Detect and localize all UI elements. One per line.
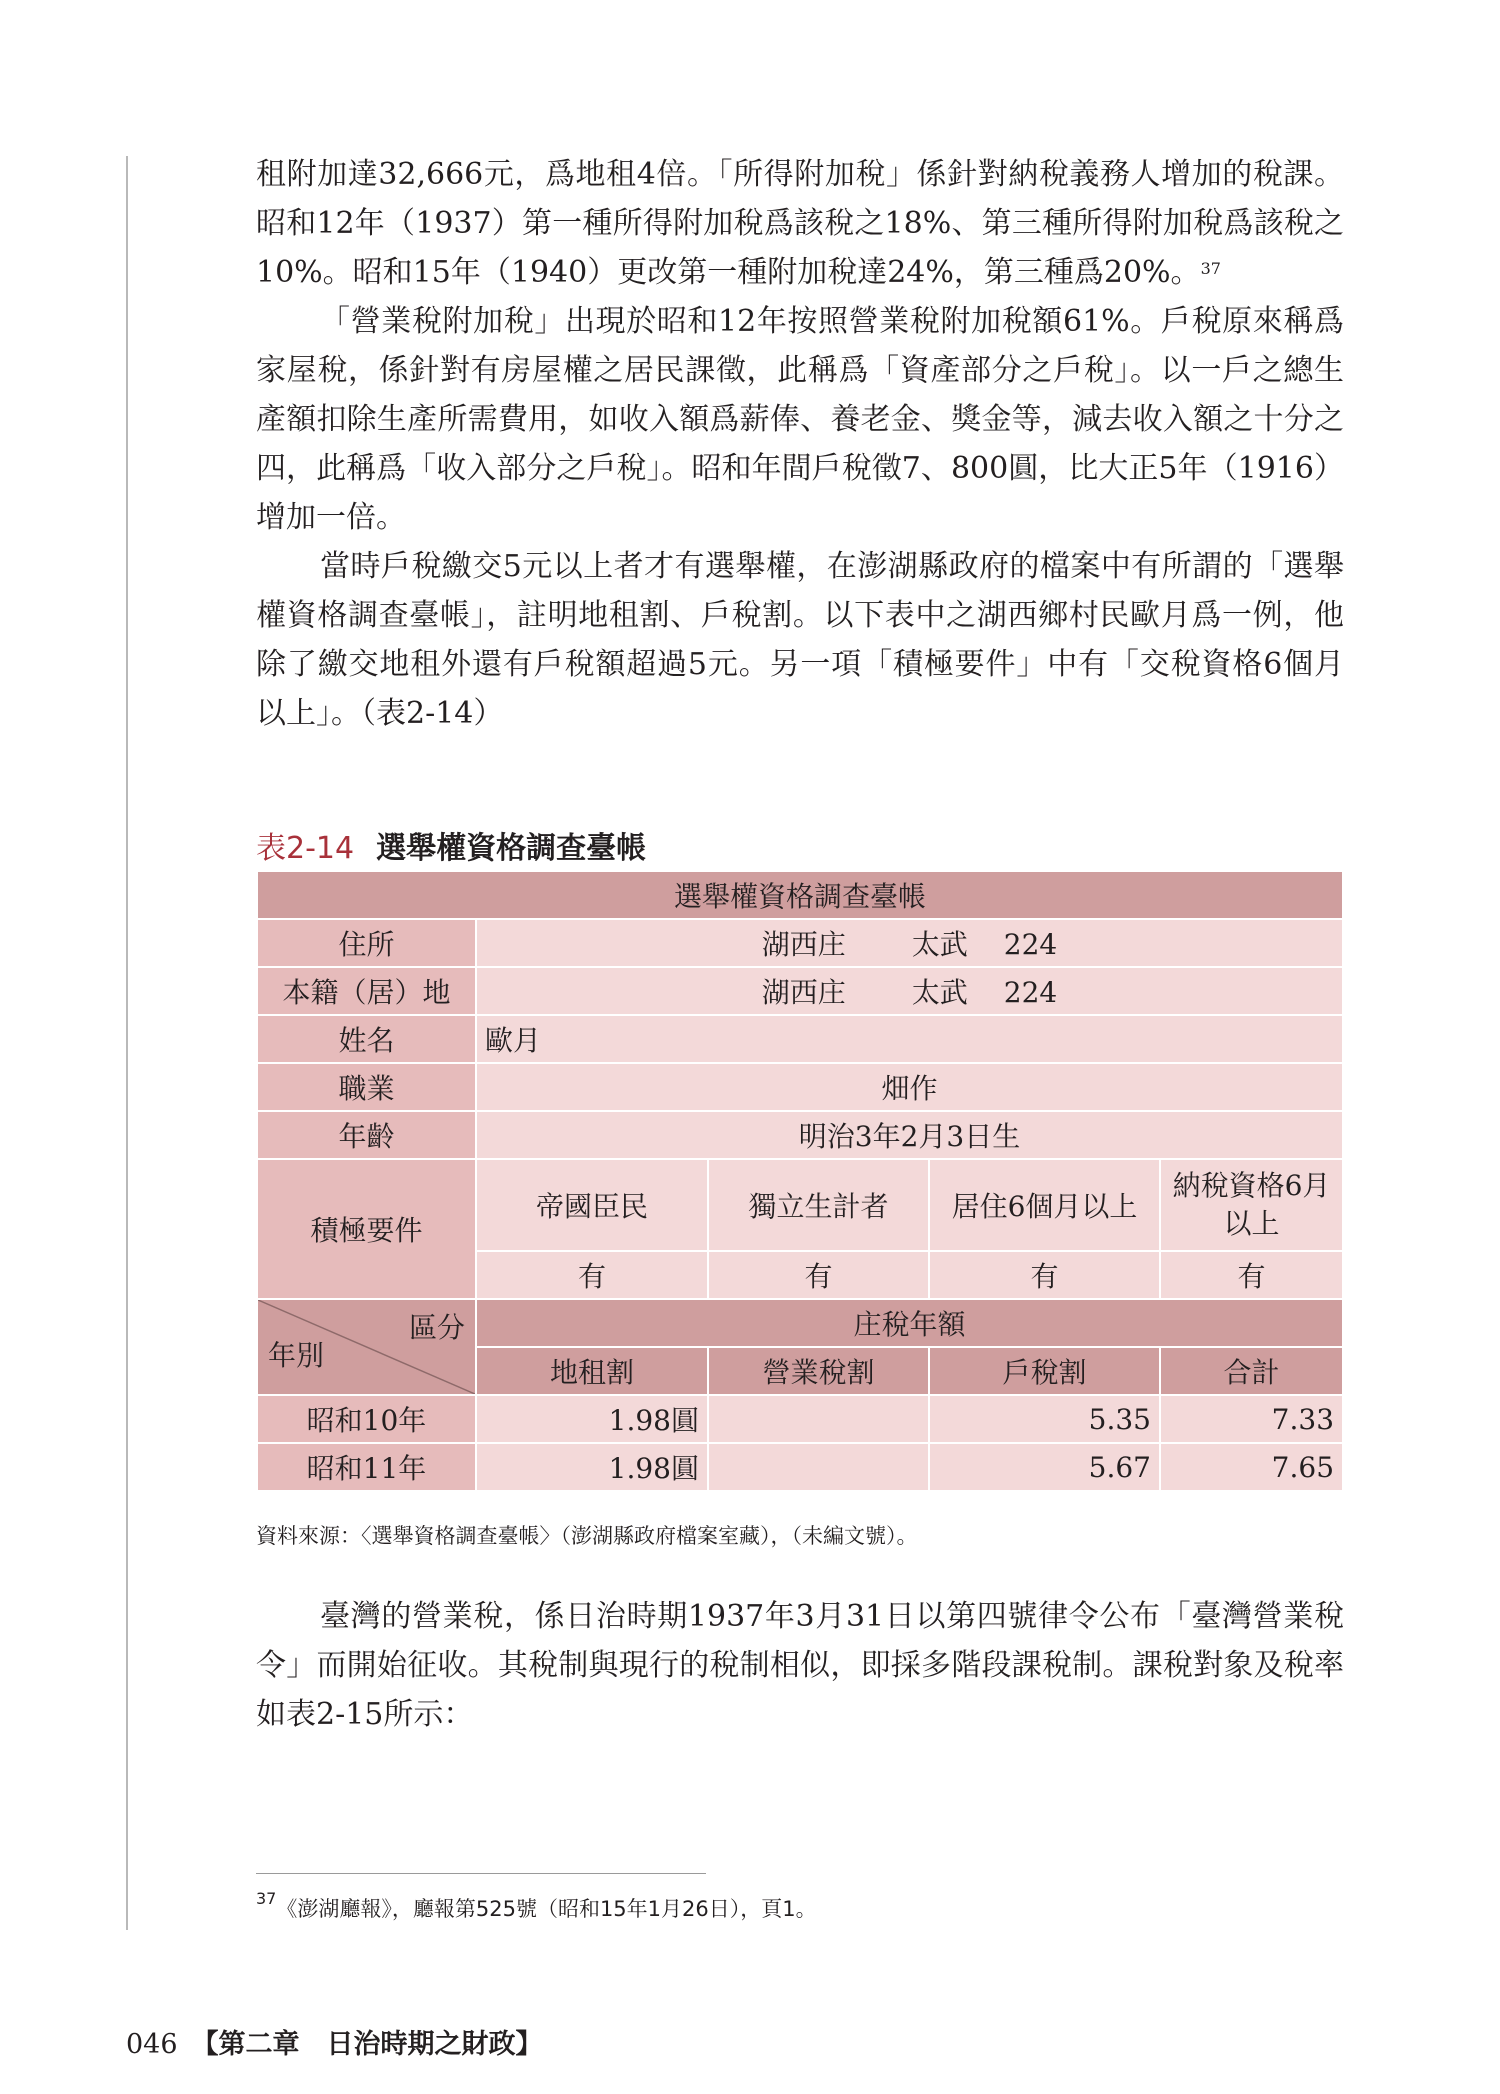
total-cell: 7.33 — [1160, 1395, 1343, 1443]
land-tax-cell: 1.98圓 — [476, 1395, 708, 1443]
table-row — [257, 1443, 1343, 1491]
body-text-bottom — [256, 1592, 1344, 1739]
occupation-label: 職業 — [257, 1063, 476, 1111]
age-label: 年齡 — [257, 1111, 476, 1159]
tax-header: 戶稅割 — [929, 1347, 1160, 1395]
paragraph-3: 當時戶稅繳交5元以上者才有選舉權，在澎湖縣政府的檔案中有所謂的「選舉權資格調查臺帳」，註明地租割、戶稅割。以下表中之湖西鄉村民歐月爲一例，他除了繳交地租外還有戶稅額超過5元。另一項「積極要件」中有「交稅資格6個月以上」。（表2-14） — [256, 549, 1344, 731]
house-tax-cell: 5.35 — [929, 1395, 1160, 1443]
req-header: 居住6個月以上 — [929, 1159, 1160, 1251]
req-value: 有 — [929, 1251, 1160, 1299]
total-cell: 7.65 — [1160, 1443, 1343, 1491]
table-row — [257, 1395, 1343, 1443]
diag-category-label: 區分 — [408, 1311, 465, 1344]
tax-header: 營業稅割 — [708, 1347, 929, 1395]
footnote-number: 37 — [256, 1889, 277, 1908]
diag-year-label: 年別 — [268, 1339, 325, 1372]
paragraph-2: 「營業稅附加稅」出現於昭和12年按照營業稅附加稅額61%。戶稅原來稱爲家屋稅，係針對有房屋權之居民課徵，此稱爲「資產部分之戶稅」。以一戶之總生產額扣除生產所需費用，如收入額爲薪俸、養老金、獎金等，減去收入額之十分之四，此稱爲「收入部分之戶稅」。昭和年間戶稅徵7、800圓，比大正5年（1916）增加一倍。 — [256, 304, 1344, 535]
business-tax-cell — [708, 1395, 929, 1443]
registry-table — [256, 870, 1344, 1492]
paragraph-1: 租附加達32,666元，爲地租4倍。「所得附加稅」係針對納稅義務人增加的稅課。昭和12年（1937）第一種所得附加稅爲該稅之18%、第三種所得附加稅爲該稅之10%。昭和15年（1940）更改第一種附加稅達24%，第三種爲20%。$^{37}$ — [256, 157, 1344, 290]
name-value: 歐月 — [476, 1015, 1343, 1063]
name-label: 姓名 — [257, 1015, 476, 1063]
row-year: 昭和10年 — [257, 1395, 476, 1443]
req-header: 獨立生計者 — [708, 1159, 929, 1251]
body-text-top — [256, 150, 1344, 738]
address-label: 住所 — [257, 919, 476, 967]
footnote-ref[interactable]: 37 — [1200, 259, 1221, 278]
land-tax-cell: 1.98圓 — [476, 1443, 708, 1491]
footnote — [256, 1889, 817, 1923]
req-value: 有 — [708, 1251, 929, 1299]
business-tax-cell — [708, 1443, 929, 1491]
req-header: 納稅資格6月以上 — [1160, 1159, 1343, 1251]
diagonal-header-cell — [257, 1299, 476, 1395]
table-caption — [256, 823, 646, 867]
table-source-note: 資料來源：〈選舉資格調查臺帳〉（澎湖縣政府檔案室藏），（未編文號）。 — [256, 1524, 918, 1548]
row-year: 昭和11年 — [257, 1443, 476, 1491]
footnote-rule — [256, 1873, 706, 1874]
paragraph-4: 臺灣的營業稅，係日治時期1937年3月31日以第四號律令公布「臺灣營業稅令」而開始征收。其稅制與現行的稅制相似，即採多階段課稅制。課稅對象及稅率如表2-15所示： — [256, 1599, 1344, 1732]
occupation-value: 畑作 — [476, 1063, 1343, 1111]
table-header: 選舉權資格調查臺帳 — [257, 871, 1343, 919]
positive-requirements-label: 積極要件 — [257, 1159, 476, 1299]
tax-header: 地租割 — [476, 1347, 708, 1395]
margin-rule — [126, 156, 128, 1930]
tax-group-header: 庄稅年額 — [476, 1299, 1343, 1347]
tax-header: 合計 — [1160, 1347, 1343, 1395]
req-value: 有 — [1160, 1251, 1343, 1299]
page-footer — [126, 2022, 543, 2061]
req-value: 有 — [476, 1251, 708, 1299]
address-value: 湖西庄 太武 224 — [476, 919, 1343, 967]
house-tax-cell: 5.67 — [929, 1443, 1160, 1491]
footnote-text: 《澎湖廳報》，廳報第525號（昭和15年1月26日），頁1。 — [276, 1897, 817, 1921]
table-title: 選舉權資格調查臺帳 — [376, 831, 647, 866]
domicile-label: 本籍（居）地 — [257, 967, 476, 1015]
domicile-value: 湖西庄 太武 224 — [476, 967, 1343, 1015]
req-header: 帝國臣民 — [476, 1159, 708, 1251]
page-number: 046 — [126, 2029, 178, 2060]
table-number: 表2-14 — [256, 831, 355, 866]
birth-value: 明治3年2月3日生 — [476, 1111, 1343, 1159]
chapter-title: 【第二章 日治時期之財政】 — [191, 2029, 543, 2060]
